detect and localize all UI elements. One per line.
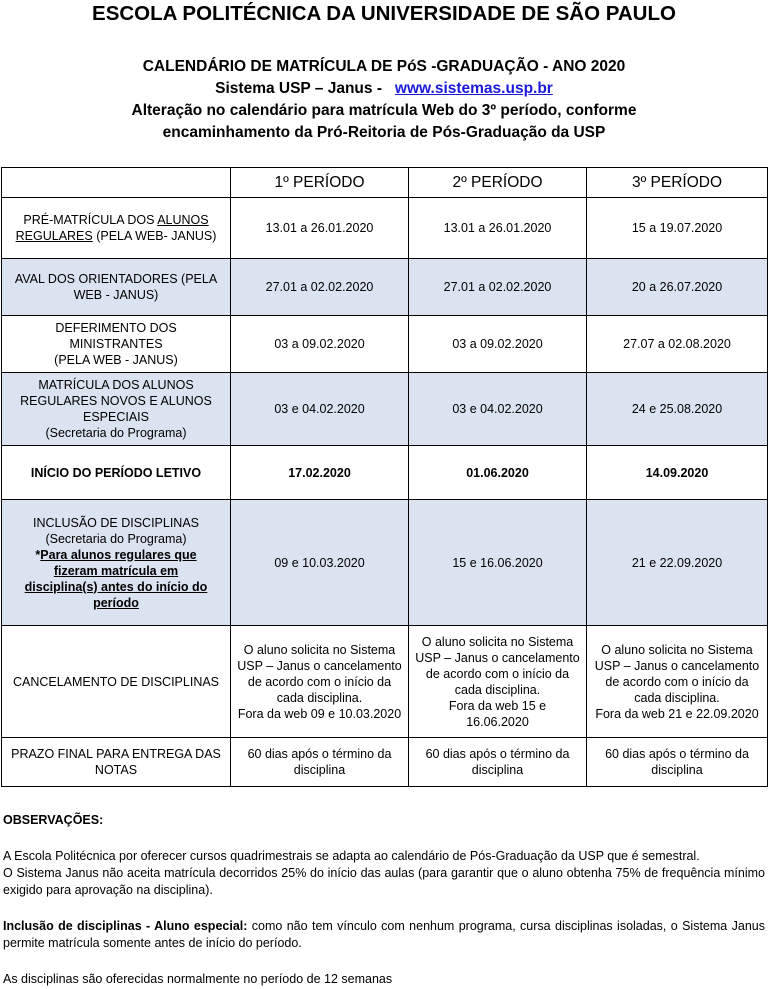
change-note-line-1: Alteração no calendário para matrícula Web do 3º período, conforme	[131, 102, 637, 119]
cell-deferimento-p3: 27.07 a 02.08.2020	[587, 316, 768, 373]
header-empty-cell	[2, 168, 231, 198]
cell-matricula-p2: 03 e 04.02.2020	[409, 373, 587, 446]
row-label-matricula: MATRÍCULA DOS ALUNOS REGULARES NOVOS E ALUNOS ESPECIAIS (Secretaria do Programa)	[2, 373, 231, 446]
table-row-prazo	[2, 738, 768, 787]
cell-cancelamento-p3: O aluno solicita no Sistema USP – Janus o cancelamento de acordo com o início da cada disciplina. Fora da web 21 e 22.09.2020	[587, 626, 768, 738]
observations-paragraph-2: Inclusão de disciplinas - Aluno especial: como não tem vínculo com nenhum programa, cursa disciplinas isoladas, o Sistema Janus permite matrícula somente antes de início do período.	[3, 919, 765, 950]
table-row-inclusao	[2, 500, 768, 626]
table-row-inicio	[2, 446, 768, 500]
row-label-aval: AVAL DOS ORIENTADORES (PELA WEB - JANUS)	[2, 259, 231, 316]
cell-deferimento-p1: 03 a 09.02.2020	[231, 316, 409, 373]
cell-prazo-p3: 60 dias após o término da disciplina	[587, 738, 768, 787]
cell-pre-matricula-p2: 13.01 a 26.01.2020	[409, 198, 587, 259]
page-title: ESCOLA POLITÉCNICA DA UNIVERSIDADE DE SÃO PAULO	[92, 2, 676, 25]
observations-paragraph-3: As disciplinas são oferecidas normalmente no período de 12 semanas	[3, 972, 393, 986]
cell-prazo-p2: 60 dias após o término da disciplina	[409, 738, 587, 787]
sistemas-link[interactable]: www.sistemas.usp.br	[394, 80, 553, 97]
enrollment-calendar-table	[1, 167, 768, 787]
system-line	[0, 80, 768, 98]
cell-aval-p2: 27.01 a 02.02.2020	[409, 259, 587, 316]
table-header-row	[2, 168, 768, 198]
cell-inclusao-p3: 21 e 22.09.2020	[587, 500, 768, 626]
row-label-cancelamento: CANCELAMENTO DE DISCIPLINAS	[2, 626, 231, 738]
calendar-subtitle: CALENDÁRIO DE MATRÍCULA DE PóS -GRADUAÇÃO - ANO 2020	[142, 58, 626, 75]
cell-inicio-p1: 17.02.2020	[231, 446, 409, 500]
row-label-prazo: PRAZO FINAL PARA ENTREGA DAS NOTAS	[2, 738, 231, 787]
column-header-period-3: 3º PERÍODO	[587, 168, 768, 198]
cell-matricula-p1: 03 e 04.02.2020	[231, 373, 409, 446]
row-label-inicio: INÍCIO DO PERÍODO LETIVO	[2, 446, 231, 500]
row-label-inclusao: INCLUSÃO DE DISCIPLINAS (Secretaria do Programa) *Para alunos regulares que fizeram matrícula em disciplina(s) antes do início do período	[2, 500, 231, 626]
row-label-deferimento: DEFERIMENTO DOS MINISTRANTES (PELA WEB - JANUS)	[2, 316, 231, 373]
cell-pre-matricula-p3: 15 a 19.07.2020	[587, 198, 768, 259]
cell-inicio-p3: 14.09.2020	[587, 446, 768, 500]
cell-aval-p1: 27.01 a 02.02.2020	[231, 259, 409, 316]
cell-cancelamento-p2: O aluno solicita no Sistema USP – Janus o cancelamento de acordo com o início da cada disciplina. Fora da web 15 e 16.06.2020	[409, 626, 587, 738]
table-row-matricula	[2, 373, 768, 446]
cell-prazo-p1: 60 dias após o término da disciplina	[231, 738, 409, 787]
cell-aval-p3: 20 a 26.07.2020	[587, 259, 768, 316]
table-row-deferimento	[2, 316, 768, 373]
system-prefix: Sistema USP – Janus -	[215, 80, 382, 97]
change-note-line-2: encaminhamento da Pró-Reitoria de Pós-Graduação da USP	[162, 124, 606, 141]
table-row-pre-matricula	[2, 198, 768, 259]
cell-deferimento-p2: 03 a 09.02.2020	[409, 316, 587, 373]
cell-pre-matricula-p1: 13.01 a 26.01.2020	[231, 198, 409, 259]
observations-paragraph-1: A Escola Politécnica por oferecer cursos quadrimestrais se adapta ao calendário de Pós-Graduação da USP que é semestral. O Sistema Janus não aceita matrícula decorridos 25% do início das aulas (para garantir que o aluno obtenha 75% de frequência mínimo exigido para aprovação na disciplina).	[3, 849, 765, 897]
table-row-aval	[2, 259, 768, 316]
cell-cancelamento-p1: O aluno solicita no Sistema USP – Janus o cancelamento de acordo com o início da cada disciplina. Fora da web 09 e 10.03.2020	[231, 626, 409, 738]
table-row-cancelamento	[2, 626, 768, 738]
column-header-period-2: 2º PERÍODO	[409, 168, 587, 198]
cell-matricula-p3: 24 e 25.08.2020	[587, 373, 768, 446]
cell-inclusao-p1: 09 e 10.03.2020	[231, 500, 409, 626]
cell-inclusao-p2: 15 e 16.06.2020	[409, 500, 587, 626]
observations-heading: OBSERVAÇÕES:	[3, 813, 104, 827]
cell-inicio-p2: 01.06.2020	[409, 446, 587, 500]
column-header-period-1: 1º PERÍODO	[231, 168, 409, 198]
row-label-pre-matricula: PRÉ-MATRÍCULA DOS ALUNOS REGULARES (PELA WEB- JANUS)	[2, 198, 231, 259]
